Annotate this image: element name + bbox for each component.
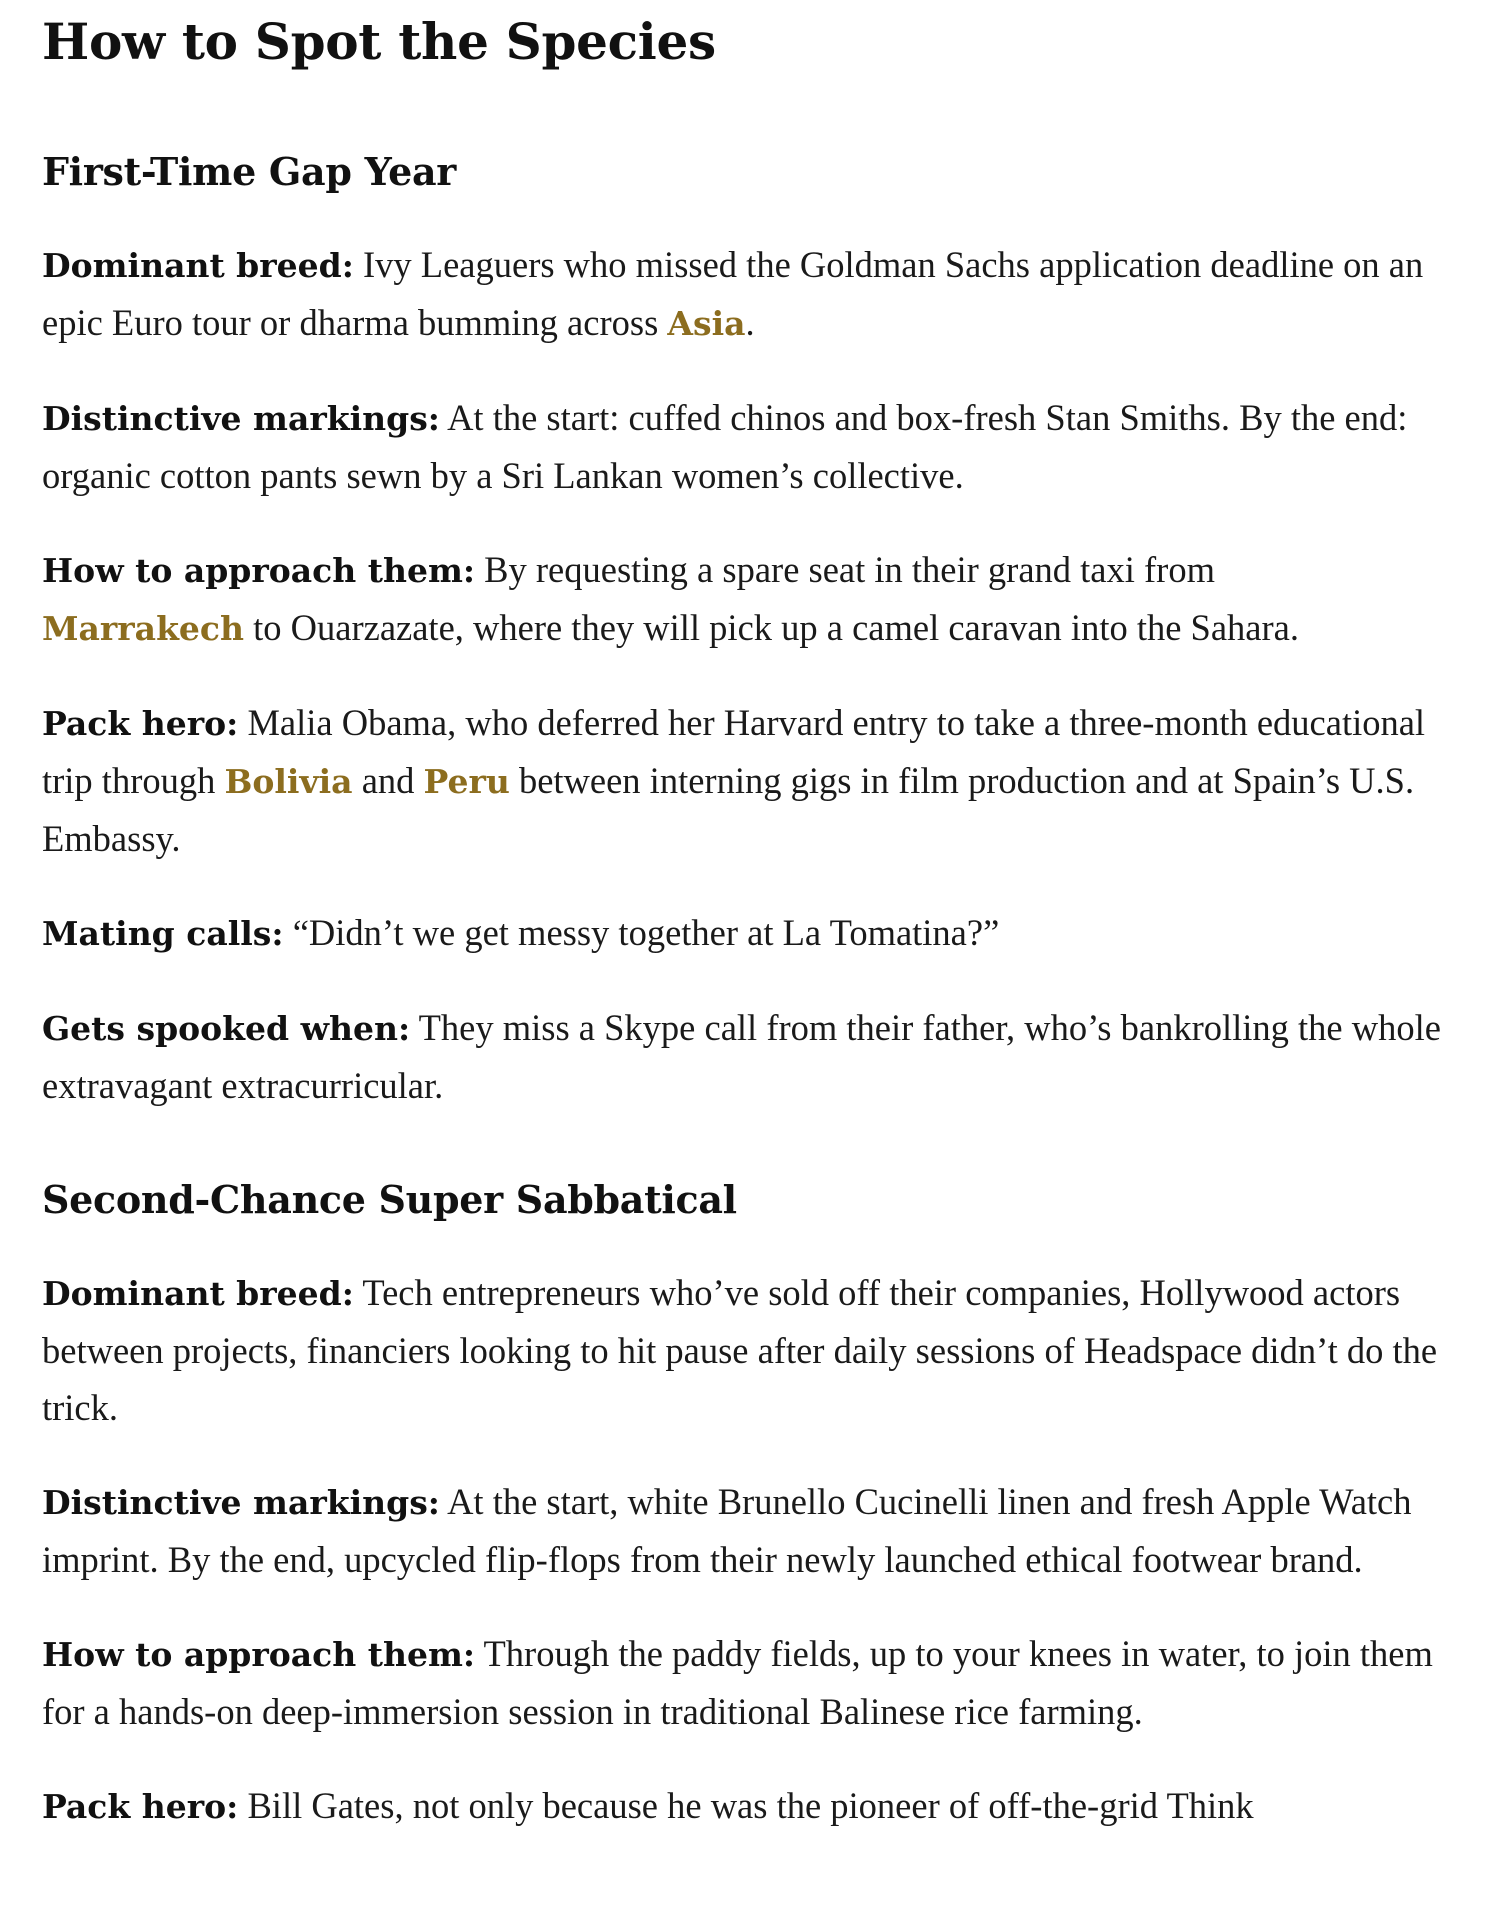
paragraph-text: Ivy Leaguers who missed the Goldman Sachs application deadline on an epic Euro tour or dharma bumming across	[42, 244, 1424, 343]
paragraph-text: between interning gigs in film production and at Spain’s U.S. Embassy.	[42, 760, 1415, 859]
paragraph-text: and	[352, 760, 424, 801]
section-first-time-gap-year	[42, 148, 1462, 1114]
paragraph-label: Dominant breed:	[42, 1274, 354, 1313]
paragraph-pack-hero	[42, 1777, 1462, 1835]
page-title: How to Spot the Species	[42, 12, 716, 71]
paragraph-label: Distinctive markings:	[42, 1483, 440, 1522]
section-heading: Second-Chance Super Sabbatical	[42, 1177, 737, 1222]
paragraph-pack-hero	[42, 694, 1462, 867]
paragraph-how-to-approach	[42, 1625, 1462, 1740]
paragraph-text: .	[745, 302, 755, 343]
paragraph-text: Bill Gates, not only because he was the pioneer of off-the-grid Think	[238, 1785, 1254, 1826]
paragraph-label: Pack hero:	[42, 704, 239, 743]
paragraph-text: to Ouarzazate, where they will pick up a camel caravan into the Sahara.	[244, 607, 1299, 648]
paragraph-label: How to approach them:	[42, 551, 476, 590]
paragraph-text: “Didn’t we get messy together at La Tomatina?”	[283, 912, 1000, 953]
section-heading: First-Time Gap Year	[42, 149, 457, 194]
paragraph-dominant-breed	[42, 236, 1462, 352]
paragraph-text: By requesting a spare seat in their grand taxi from	[475, 549, 1215, 590]
paragraph-label: Mating calls:	[42, 914, 284, 953]
link-marrakech[interactable]: Marrakech	[42, 609, 245, 648]
paragraph-distinctive-markings	[42, 389, 1462, 504]
paragraph-gets-spooked	[42, 999, 1462, 1114]
paragraph-distinctive-markings	[42, 1473, 1462, 1588]
link-bolivia[interactable]: Bolivia	[224, 762, 353, 801]
paragraph-text: At the start, white Brunello Cucinelli linen and fresh Apple Watch imprint. By the end, upcycled flip-flops from their newly launched ethical footwear brand.	[42, 1481, 1412, 1580]
paragraph-dominant-breed	[42, 1264, 1462, 1436]
paragraph-label: Dominant breed:	[42, 246, 354, 285]
paragraph-label: Distinctive markings:	[42, 399, 440, 438]
paragraph-label: Gets spooked when:	[42, 1009, 411, 1048]
paragraph-text: At the start: cuffed chinos and box-fresh Stan Smiths. By the end: organic cotton pants sewn by a Sri Lankan women’s collective.	[42, 397, 1408, 496]
link-peru[interactable]: Peru	[423, 762, 510, 801]
paragraph-text: They miss a Skype call from their father, who’s bankrolling the whole extravagant extracurricular.	[42, 1007, 1441, 1106]
paragraph-text: Tech entrepreneurs who’ve sold off their companies, Hollywood actors between projects, financiers looking to hit pause after daily sessions of Headspace didn’t do the trick.	[42, 1272, 1438, 1428]
article-body	[42, 0, 1462, 1835]
section-second-chance-super-sabbatical	[42, 1176, 1462, 1835]
paragraph-mating-calls	[42, 904, 1462, 962]
link-asia[interactable]: Asia	[667, 304, 746, 343]
paragraph-text: Through the paddy fields, up to your knees in water, to join them for a hands-on deep-immersion session in traditional Balinese rice farming.	[42, 1633, 1433, 1732]
paragraph-label: Pack hero:	[42, 1787, 239, 1826]
paragraph-label: How to approach them:	[42, 1635, 476, 1674]
paragraph-text: Malia Obama, who deferred her Harvard entry to take a three-month educational trip through	[42, 702, 1426, 801]
paragraph-how-to-approach	[42, 541, 1462, 657]
